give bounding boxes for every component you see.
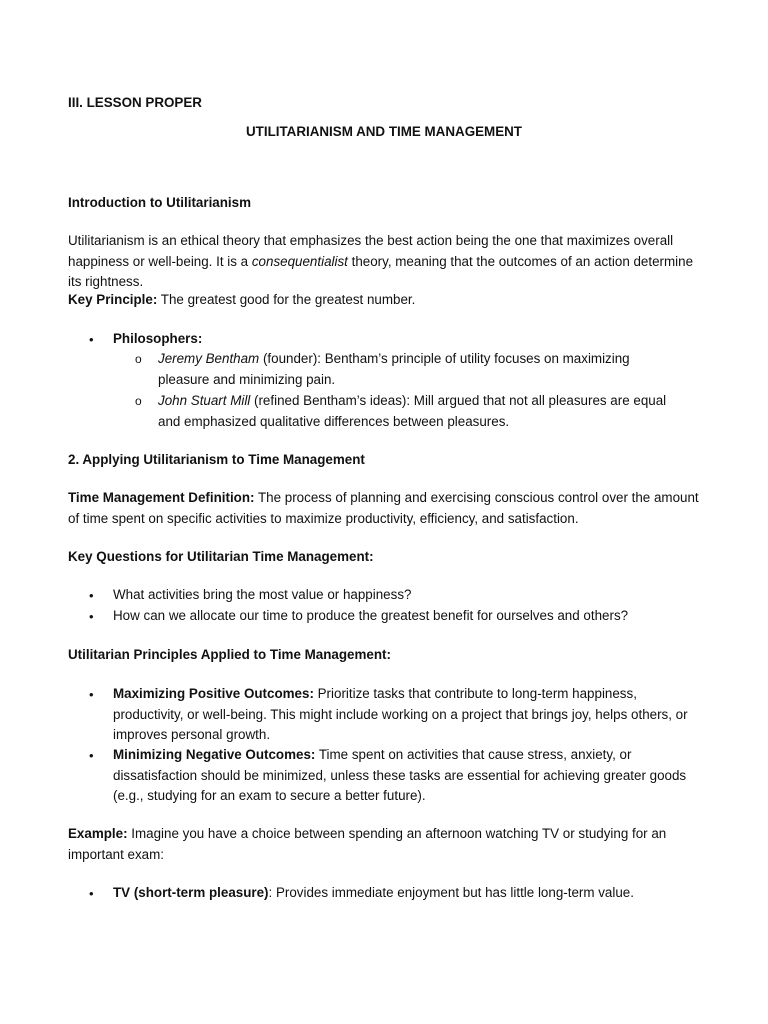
- intro-paragraph: [68, 231, 708, 293]
- key-principle: [68, 290, 708, 311]
- section-heading: III. LESSON PROPER: [68, 95, 202, 110]
- philosopher-name: John Stuart Mill: [158, 393, 251, 408]
- philosopher-name: Jeremy Bentham: [158, 351, 260, 366]
- principles-heading: Utilitarian Principles Applied to Time Management:: [68, 647, 391, 662]
- circle-bullet-icon: o: [135, 394, 142, 408]
- principle-label: Maximizing Positive Outcomes:: [113, 686, 314, 701]
- bullet-icon: •: [89, 748, 94, 763]
- intro-text-part1: Utilitarianism is an ethical theory that emphasizes the best action being the one that maximizes overall happiness or well-being. It is a: [68, 233, 674, 269]
- philosopher-item: [158, 391, 668, 432]
- section2-heading: 2. Applying Utilitarianism to Time Management: [68, 452, 365, 467]
- tm-definition-text: The process of planning and exercising conscious control over the amount of time spent on specific activities to maximize productivity, efficiency, and satisfaction.: [68, 490, 699, 526]
- key-principle-label: Key Principle:: [68, 292, 158, 307]
- key-question-item: What activities bring the most value or happiness?: [113, 587, 412, 602]
- key-principle-text: The greatest good for the greatest number.: [157, 292, 416, 307]
- philosopher-item: [158, 349, 678, 390]
- example-paragraph: [68, 824, 708, 865]
- intro-italic-term: consequentialist: [251, 253, 348, 269]
- principle-item: [113, 684, 688, 746]
- key-question-item: How can we allocate our time to produce the greatest benefit for ourselves and others?: [113, 608, 629, 623]
- bullet-icon: •: [89, 588, 94, 603]
- key-questions-heading: Key Questions for Utilitarian Time Management:: [68, 549, 374, 564]
- intro-text-part2: theory, meaning that the outcomes of an action determine its rightness.: [68, 253, 694, 289]
- intro-heading: Introduction to Utilitarianism: [68, 195, 252, 210]
- philosophers-label: Philosophers:: [113, 331, 203, 346]
- bullet-icon: •: [89, 687, 94, 702]
- document-title: UTILITARIANISM AND TIME MANAGEMENT: [246, 124, 522, 139]
- tm-definition: [68, 488, 708, 529]
- example-item-label: TV (short-term pleasure): [113, 885, 269, 900]
- bullet-icon: •: [89, 886, 94, 901]
- circle-bullet-icon: o: [135, 352, 142, 366]
- example-text: Imagine you have a choice between spending an afternoon watching TV or studying for an important exam:: [68, 826, 667, 862]
- bullet-icon: •: [89, 609, 94, 624]
- philosopher-text: (refined Bentham’s ideas): Mill argued that not all pleasures are equal and emphasized qualitative differences between pleasures.: [158, 393, 667, 429]
- philosopher-text: (founder): Bentham’s principle of utility focuses on maximizing pleasure and minimizing pain.: [158, 351, 630, 387]
- principle-text: Time spent on activities that cause stress, anxiety, or dissatisfaction should be minimized, unless these tasks are essential for achieving greater goods (e.g., studying for an exam to secure a better future).: [113, 747, 687, 803]
- principle-label: Minimizing Negative Outcomes:: [113, 747, 316, 762]
- principle-item: [113, 745, 688, 807]
- example-item: [113, 883, 703, 904]
- principle-text: Prioritize tasks that contribute to long-term happiness, productivity, or well-being. This might include working on a project that brings joy, helps others, or improves personal growth.: [113, 686, 688, 742]
- bullet-icon: •: [89, 332, 94, 347]
- example-item-text: : Provides immediate enjoyment but has little long-term value.: [268, 885, 634, 900]
- tm-definition-label: Time Management Definition:: [68, 490, 255, 505]
- example-label: Example:: [68, 826, 128, 841]
